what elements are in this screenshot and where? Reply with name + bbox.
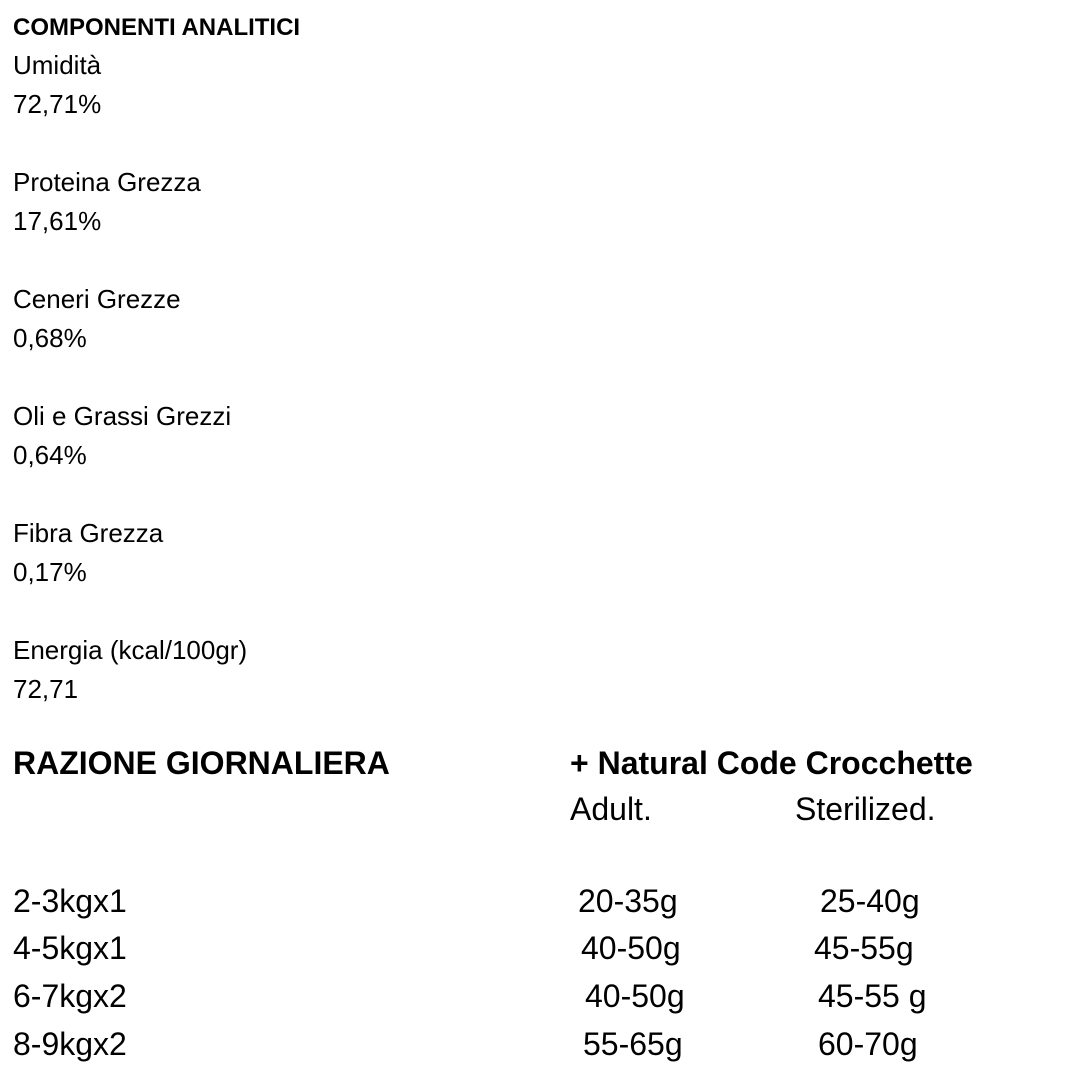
- analytics-value-protein: 17,61%: [13, 206, 102, 236]
- analytics-label-protein: Proteina Grezza: [13, 167, 201, 197]
- analytics-label-ash: Ceneri Grezze: [13, 284, 181, 314]
- analytics-label-energy: Energia (kcal/100gr): [13, 635, 248, 665]
- analytics-value-moisture: 72,71%: [13, 89, 102, 119]
- ration-combo-title: + Natural Code Crocchette: [570, 745, 973, 781]
- ration-adult-row-4: 55-65g: [583, 1026, 683, 1062]
- ration-sterilized-row-2: 45-55g: [814, 930, 914, 966]
- analytics-label-fiber: Fibra Grezza: [13, 518, 164, 548]
- analytics-value-fiber: 0,17%: [13, 557, 87, 587]
- column-header-adult: Adult.: [570, 791, 652, 827]
- ration-weight-row-1: 2-3kgx1: [13, 883, 127, 919]
- analytics-value-ash: 0,68%: [13, 323, 87, 353]
- ration-sterilized-row-3: 45-55 g: [818, 978, 927, 1014]
- analytics-value-energy: 72,71: [13, 674, 79, 704]
- ration-weight-row-2: 4-5kgx1: [13, 930, 127, 966]
- analytics-label-fat: Oli e Grassi Grezzi: [13, 401, 232, 431]
- analytics-label-moisture: Umidità: [13, 50, 102, 80]
- ration-adult-row-3: 40-50g: [585, 978, 685, 1014]
- analytics-value-fat: 0,64%: [13, 440, 87, 470]
- ration-weight-row-4: 8-9kgx2: [13, 1026, 127, 1062]
- analytics-heading: COMPONENTI ANALITICI: [13, 14, 301, 41]
- ration-weight-row-3: 6-7kgx2: [13, 978, 127, 1014]
- column-header-sterilized: Sterilized.: [795, 791, 936, 827]
- ration-sterilized-row-1: 25-40g: [820, 883, 920, 919]
- ration-sterilized-row-4: 60-70g: [818, 1026, 918, 1062]
- ration-adult-row-1: 20-35g: [578, 883, 678, 919]
- ration-adult-row-2: 40-50g: [581, 930, 681, 966]
- ration-heading: RAZIONE GIORNALIERA: [13, 745, 390, 781]
